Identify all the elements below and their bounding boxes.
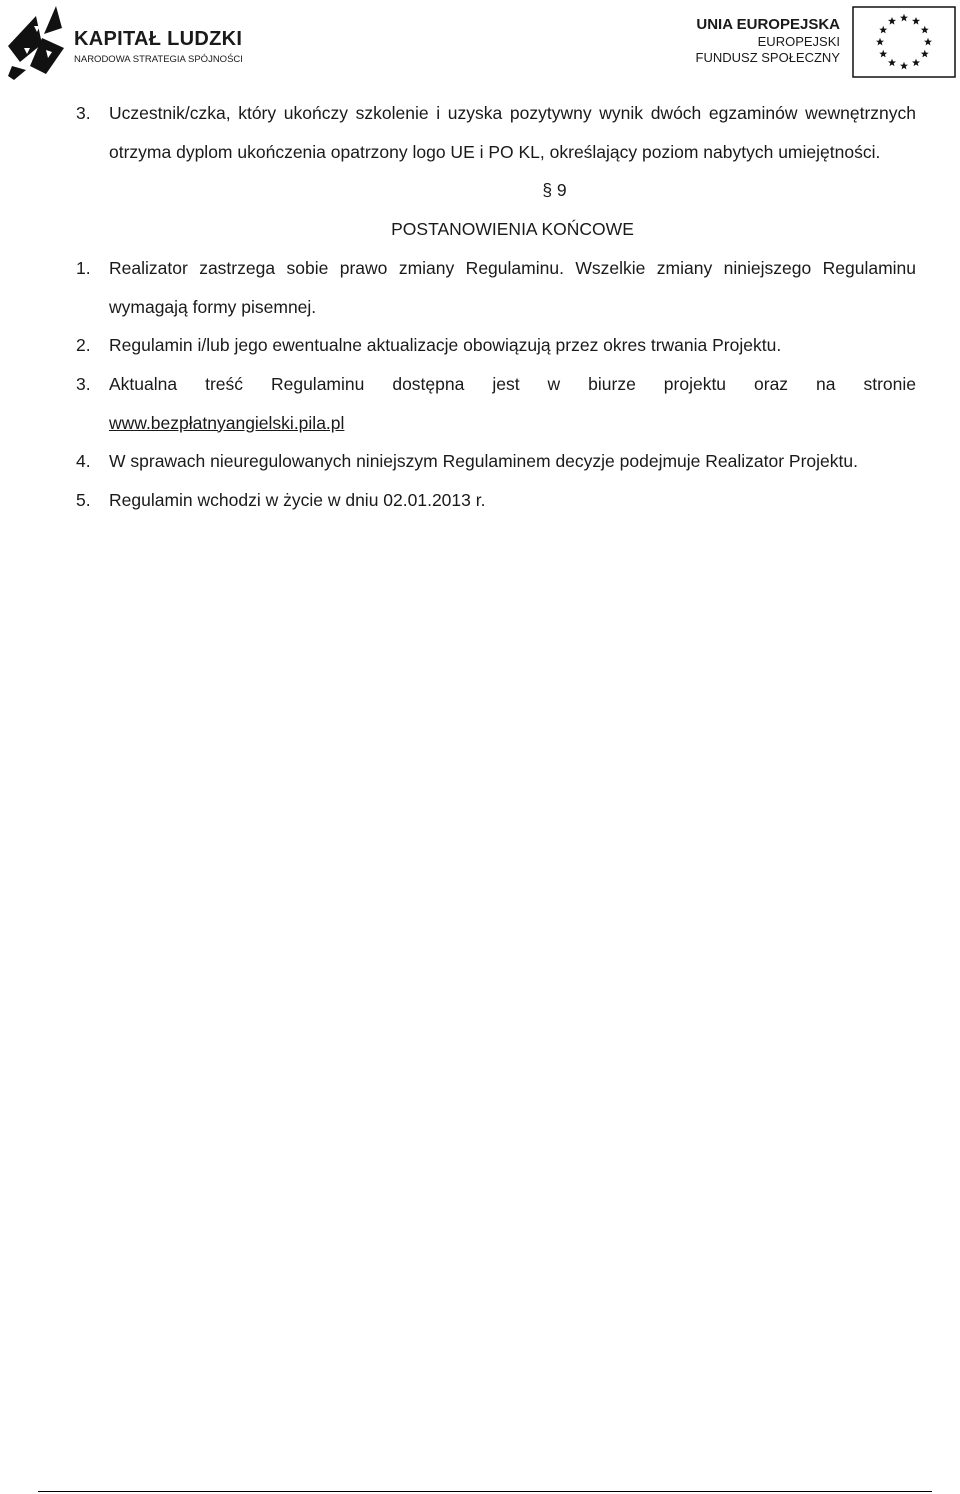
eu-logo: [695, 6, 956, 78]
list-item: [76, 249, 916, 326]
list-item-text: Regulamin i/lub jego ewentualne aktualizacje obowiązują przez okres trwania Projektu.: [109, 335, 782, 356]
document-body: [76, 94, 916, 520]
page-header: [0, 0, 960, 86]
eu-flag-icon: [852, 6, 956, 78]
list-item-text: Realizator zastrzega sobie prawo zmiany Regulaminu. Wszelkie zmiany niniejszego Regulaminu wymagają formy pisemnej.: [109, 257, 916, 317]
list-item: [76, 326, 916, 365]
list-item-number: 2.: [76, 335, 91, 356]
list-item-text-with-link: [109, 365, 916, 442]
eu-logo-line3: FUNDUSZ SPOŁECZNY: [695, 50, 840, 65]
intro-list-item: [76, 94, 916, 171]
list-item: [76, 442, 916, 481]
footer-divider: [38, 1491, 932, 1492]
kapital-ludzki-logo: [6, 4, 246, 80]
list-item-text: Aktualna treść Regulaminu dostępna jest w biurze projektu oraz na stronie: [109, 373, 916, 394]
eu-logo-line1: UNIA EUROPEJSKA: [696, 16, 840, 33]
list-item-number: 1.: [76, 257, 91, 278]
kapital-ludzki-star-mark-icon: [6, 4, 66, 80]
list-item-number: 5.: [76, 490, 91, 511]
list-item: [76, 365, 916, 442]
section-symbol: § 9: [542, 180, 567, 201]
list-item: [76, 481, 916, 520]
kapital-ludzki-title: KAPITAŁ LUDZKI: [74, 28, 243, 50]
eu-logo-text: [696, 16, 840, 66]
list-item-number: 3.: [76, 373, 91, 394]
list-item-number: 3.: [76, 103, 91, 123]
list-item-text: W sprawach nieuregulowanych niniejszym Regulaminem decyzje podejmuje Realizator Projektu.: [109, 451, 858, 472]
list-item-text: Uczestnik/czka, który ukończy szkolenie i uzyska pozytywny wynik dwóch egzaminów wewnętrznych otrzyma dyplom ukończenia opatrzony logo UE i PO KL, określający poziom nabytych umiejętności.: [109, 103, 916, 162]
list-item-text: Regulamin wchodzi w życie w dniu 02.01.2013 r.: [109, 490, 486, 511]
section-title: POSTANOWIENIA KOŃCOWE: [391, 219, 634, 240]
list-item-number: 4.: [76, 451, 91, 472]
kapital-ludzki-subtitle: NARODOWA STRATEGIA SPÓJNOŚCI: [74, 54, 243, 65]
eu-logo-line2: EUROPEJSKI: [757, 34, 840, 49]
project-website-link[interactable]: www.bezpłatnyangielski.pila.pl: [109, 412, 345, 433]
